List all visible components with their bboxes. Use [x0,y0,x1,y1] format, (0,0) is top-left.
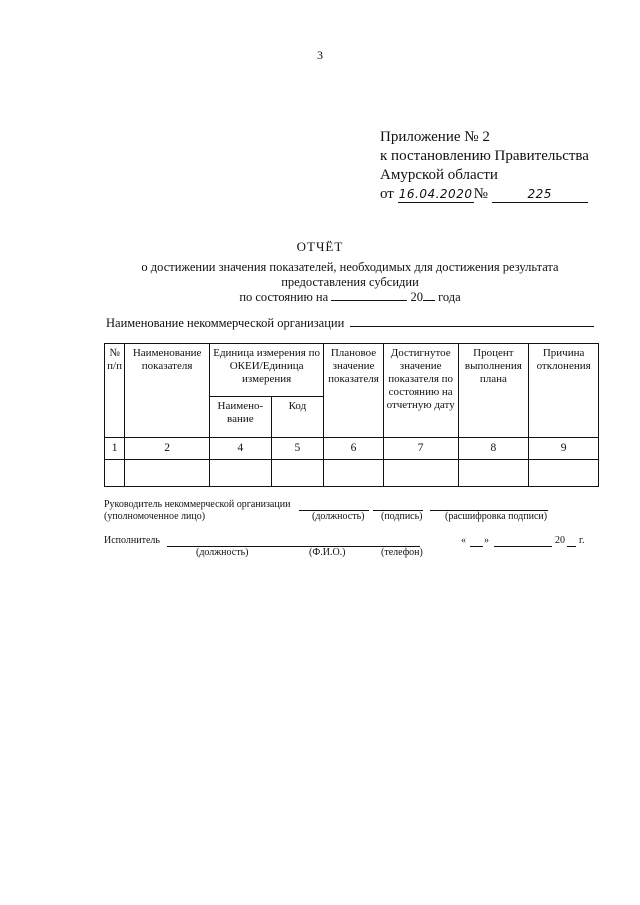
header-unit: Единица измерения по ОКЕИ/Единица измерения [210,344,324,397]
as-of-prefix: по состоянию на [239,290,329,304]
org-name-label: Наименование некоммерческой организации [106,316,345,330]
column-number: 2 [125,438,210,460]
table-row [105,460,599,487]
as-of-date-blank [331,300,407,301]
appendix-title: Приложение № 2 [380,129,490,145]
executor-phone-caption: (телефон) [381,547,423,558]
header-num: № п/п [105,344,125,438]
date-day-line [470,546,483,547]
header-achieved: Достигнутое значение показателя по состоянию на отчетную дату [383,344,458,438]
header-indicator-name: Наименование показателя [125,344,210,438]
head-transcript-caption: (расшифровка подписи) [445,511,548,522]
date-close-quote: » [484,535,489,546]
column-number: 4 [210,438,272,460]
date-year-prefix: 20 [555,535,565,546]
table-row [105,438,599,460]
head-sublabel: (уполномоченное лицо) [104,511,206,522]
executor-position-caption: (должность) [196,547,249,558]
date-month-line [494,546,552,547]
appendix-region: Амурской области [380,167,498,183]
decree-date: 16.04.2020 [398,187,473,201]
header-percent: Процент выполнения плана [458,344,529,438]
header-unit-name: Наимено-вание [210,397,272,438]
table-cell [271,460,324,487]
column-number: 5 [271,438,324,460]
head-label: Руководитель некоммерческой организации [104,499,291,510]
table-cell [324,460,384,487]
head-signature-caption: (подпись) [381,511,423,522]
date-year-suffix: г. [579,535,585,546]
as-of-year-prefix: 20 [410,290,423,304]
as-of-year-suffix: года [438,290,461,304]
column-number: 8 [458,438,529,460]
table-cell [529,460,599,487]
table-cell [125,460,210,487]
header-reason: Причина отклонения [529,344,599,438]
appendix-decree: к постановлению Правительства [380,148,589,164]
table-cell [383,460,458,487]
head-position-caption: (должность) [312,511,365,522]
as-of-year-blank [423,300,435,301]
column-number: 1 [105,438,125,460]
subtitle-line-1: о достижении значения показателей, необходимых для достижения результата [141,260,559,274]
report-table [104,343,599,487]
report-title: ОТЧЁТ [296,239,344,254]
org-name-blank [350,326,594,327]
decree-number: 225 [492,187,588,203]
table-cell [458,460,529,487]
from-label: от [380,186,394,202]
table-cell [105,460,125,487]
executor-fio-caption: (Ф.И.О.) [309,547,346,558]
date-open-quote: « [461,535,466,546]
appendix-block [380,128,620,204]
table-cell [210,460,272,487]
date-year-line [567,546,576,547]
header-planned: Плановое значение показателя [324,344,384,438]
executor-label: Исполнитель [104,535,160,546]
number-sign: № [473,186,488,202]
column-number: 6 [324,438,384,460]
report-subtitle [120,260,580,305]
column-number: 7 [383,438,458,460]
org-name-line [106,316,594,331]
column-number: 9 [529,438,599,460]
header-unit-code: Код [271,397,324,438]
subtitle-line-2: предоставления субсидии [281,275,419,289]
as-of-line [120,290,580,305]
appendix-date-line [380,185,620,204]
page-number: 3 [317,48,323,62]
